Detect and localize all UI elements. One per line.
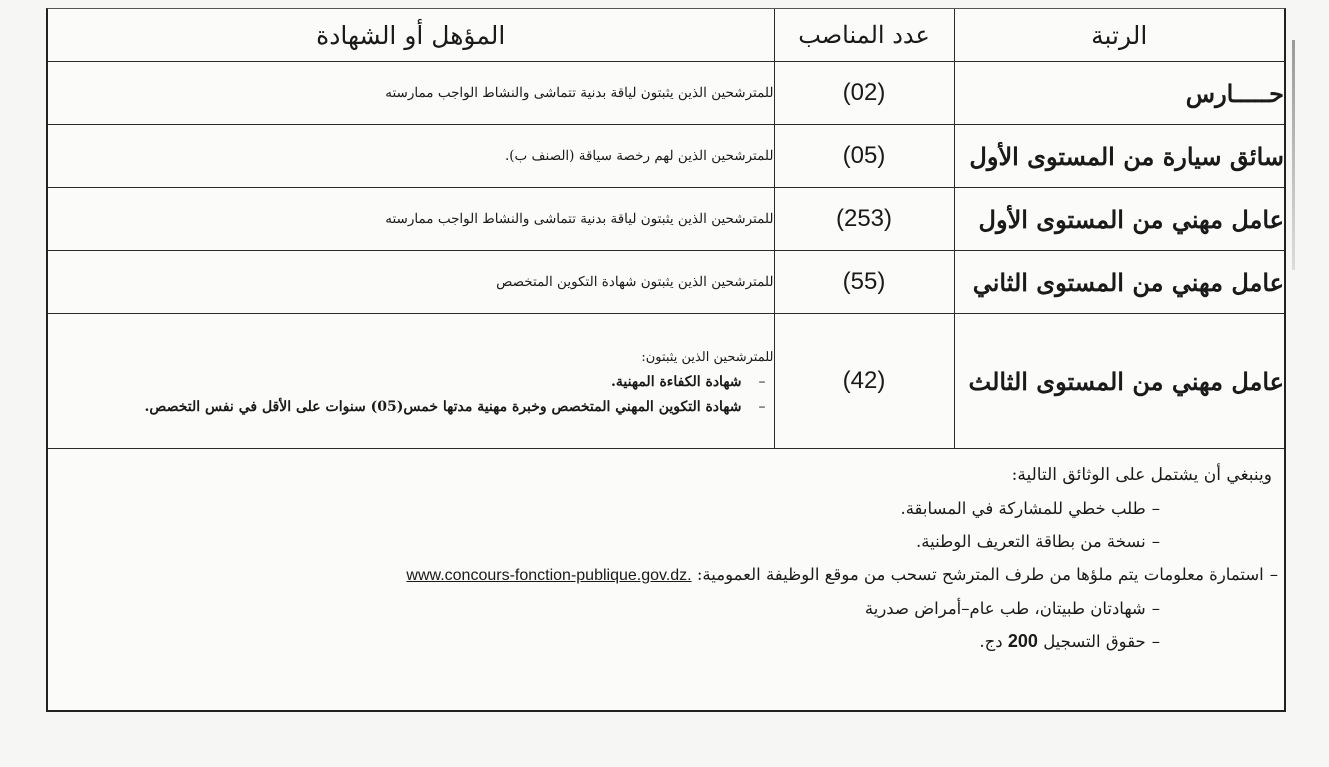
document-item: –استمارة معلومات يتم ملؤها من طرف المترشح تسحب من موقع الوظيفة العمومية: www.concours-fonction-publique.gov.dz. [406, 565, 1278, 584]
required-documents [48, 459, 1278, 658]
count-cell: (253) [774, 188, 954, 251]
qualification-item: – شهادة التكوين المهني المتخصص وخبرة مهنية مدتها خمس(05) سنوات على الأقل في نفس التخصص. [48, 395, 770, 420]
rank-cell: عامل مهني من المستوى الثاني [954, 251, 1284, 314]
qualification-item: – شهادة الكفاءة المهنية. [48, 370, 770, 395]
qualification-intro: للمترشحين الذين يثبتون: [641, 349, 774, 365]
qualification-cell [48, 314, 774, 449]
document-item-text: نسخة من بطاقة التعريف الوطنية. [916, 532, 1146, 551]
fee-amount: 200 [1007, 631, 1038, 651]
header-count: عدد المناصب [774, 9, 954, 62]
rank-cell: سائق سيارة من المستوى الأول [954, 125, 1284, 188]
document-item: –نسخة من بطاقة التعريف الوطنية. [916, 532, 1160, 551]
fee-prefix: حقوق التسجيل [1043, 632, 1146, 651]
count-cell: (42) [774, 314, 954, 449]
qualification-cell: للمترشحين الذين لهم رخصة سياقة (الصنف ب). [48, 125, 774, 188]
document-item-text: شهادتان طبيتان، طب عام–أمراض صدرية [864, 599, 1146, 618]
qualification-cell: للمترشحين الذين يثبتون لياقة بدنية تتماشى والنشاط الواجب ممارسته [48, 188, 774, 251]
rank-cell: عامل مهني من المستوى الثالث [954, 314, 1284, 449]
count-cell: (02) [774, 62, 954, 125]
table-row [48, 314, 1284, 449]
table-row [48, 251, 1284, 314]
qualification-cell: للمترشحين الذين يثبتون شهادة التكوين المتخصص [48, 251, 774, 314]
table-row [48, 62, 1284, 125]
website-link[interactable]: www.concours-fonction-publique.gov.dz. [406, 567, 692, 584]
document-item-text: استمارة معلومات يتم ملؤها من طرف المترشح تسحب من موقع الوظيفة العمومية: [696, 565, 1264, 584]
document-item: –شهادتان طبيتان، طب عام–أمراض صدرية [864, 599, 1160, 618]
document-item-text: طلب خطي للمشاركة في المسابقة. [900, 499, 1146, 518]
header-rank: الرتبة [954, 9, 1284, 62]
header-qualification: المؤهل أو الشهادة [48, 9, 774, 62]
fee-suffix: دج. [979, 632, 1003, 651]
documents-intro: وينبغي أن يشتمل على الوثائق التالية: [1011, 465, 1272, 485]
rank-cell: عامل مهني من المستوى الأول [954, 188, 1284, 251]
count-cell: (05) [774, 125, 954, 188]
count-cell: (55) [774, 251, 954, 314]
page-edge-shadow [1292, 40, 1295, 270]
document-item: –حقوق التسجيل 200 دج. [979, 631, 1160, 651]
document-item: –طلب خطي للمشاركة في المسابقة. [900, 499, 1160, 518]
rank-cell: حـــــارس [954, 62, 1284, 125]
positions-table [48, 9, 1284, 449]
document-frame [46, 8, 1286, 712]
table-header-row [48, 9, 1284, 62]
qualification-list [48, 370, 774, 420]
documents-list [48, 492, 1278, 658]
table-row [48, 188, 1284, 251]
table-row [48, 125, 1284, 188]
qualification-cell: للمترشحين الذين يثبتون لياقة بدنية تتماشى والنشاط الواجب ممارسته [48, 62, 774, 125]
